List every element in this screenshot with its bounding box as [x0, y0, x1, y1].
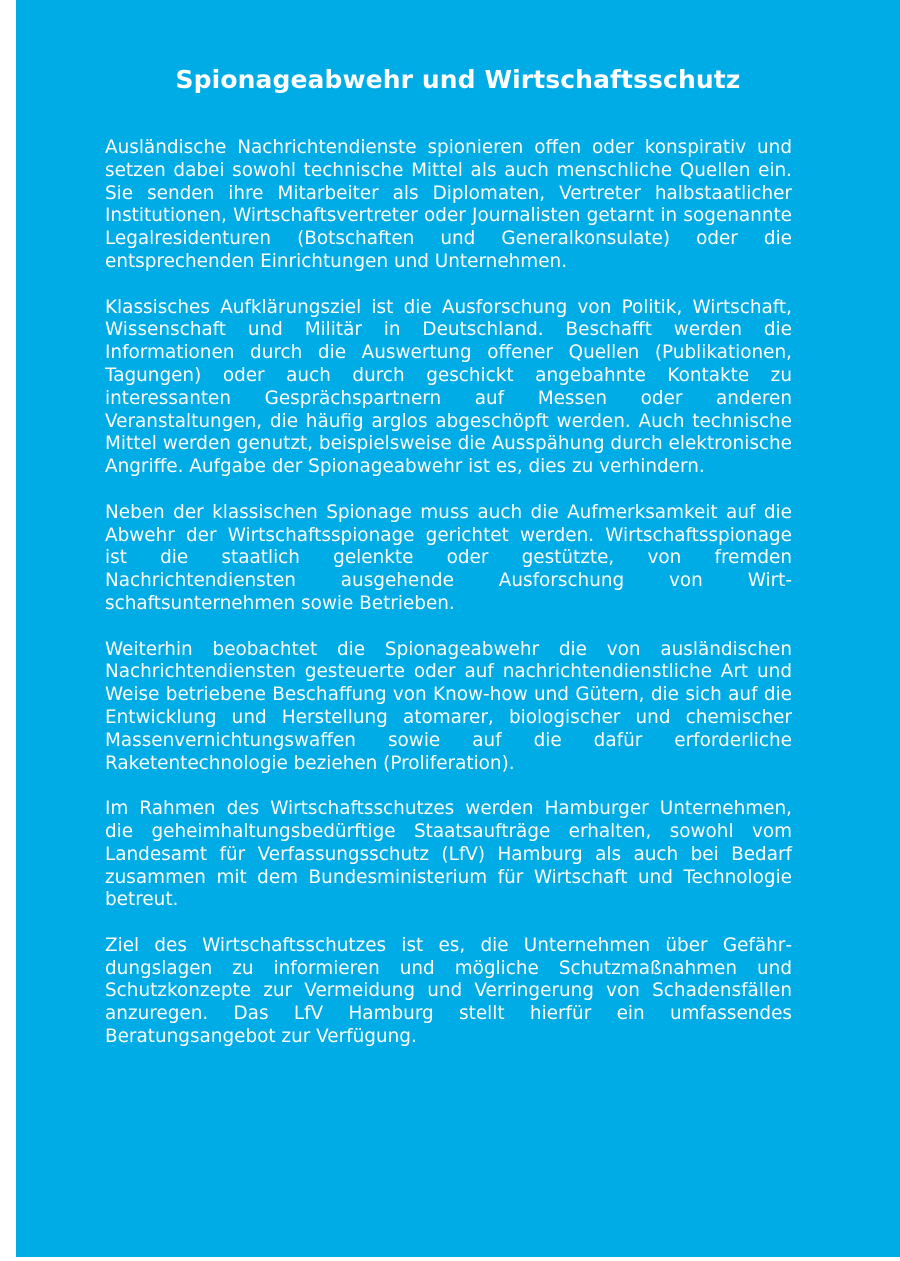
paragraph-2: Klassisches Aufklärungsziel ist die Ausforschung von Politik, Wirtschaft, Wissenschaft und Militär in Deutschland. Beschafft werden die Informationen durch die Auswertung offener Quellen (Publikationen, Tagungen) oder auch durch geschickt angebahnte Kontakte zu interessanten Gesprächspartnern auf Messen oder anderen Veranstaltungen, die häufig arglos abgeschöpft werden. Auch technische Mittel werden genutzt, beispielsweise die Ausspähung durch elektronische Angriffe. Aufgabe der Spionageabwehr ist es, dies zu verhindern.: [105, 296, 792, 478]
page-panel: [16, 0, 900, 1257]
paragraph-6: Ziel des Wirtschaftsschutzes ist es, die Unternehmen über Gefährdungslagen zu informieren und mögliche Schutzmaßnahmen und Schutzkonzepte zur Vermeidung und Verringerung von Schadensfällen anzuregen. Das LfV Hamburg stellt hierfür ein umfassendes Beratungsangebot zur Verfügung.: [105, 934, 792, 1048]
paragraph-5: Im Rahmen des Wirtschaftsschutzes werden Hamburger Unternehmen, die geheimhaltungsbedürftige Staatsaufträge erhalten, sowohl vom Landesamt für Verfassungsschutz (LfV) Hamburg als auch bei Bedarf zusammen mit dem Bundesministerium für Wirtschaft und Technologie betreut.: [105, 798, 792, 911]
paragraph-3: Neben der klassischen Spionage muss auch die Aufmerksamkeit auf die Abwehr der Wirtschaftsspionage gerichtet werden. Wirtschaftsspionage ist die staatlich gelenkte oder gestützte, von fremden Nachrichtendiensten ausgehende Ausforschung von Wirtschaftsunternehmen sowie Betrieben.: [105, 501, 792, 614]
page-title: Spionageabwehr und Wirtschaftsschutz: [175, 65, 741, 94]
body-text: [105, 137, 792, 1072]
paragraph-1: Ausländische Nachrichtendienste spionieren offen oder konspirativ und setzen dabei sowohl technische Mittel als auch menschliche Quellen ein. Sie senden ihre Mitarbeiter als Diplomaten, Vertreter halbstaatlicher Institutionen, Wirtschaftsvertreter oder Journalisten getarnt in sogenannte Legalresidenturen (Botschaften und Generalkonsulate) oder die entsprechenden Einrichtungen und Unternehmen.: [105, 137, 792, 272]
paragraph-4: Weiterhin beobachtet die Spionageabwehr die von ausländischen Nachrichtendiensten gesteuerte oder auf nachrichtendienstliche Art und Weise betriebene Beschaffung von Know-how und Gütern, die sich auf die Entwicklung und Herstellung atomarer, biologischer und chemischer Massenvernichtungswaffen sowie auf die dafür erforderliche Raketentechnologie beziehen (Proliferation).: [105, 638, 792, 774]
